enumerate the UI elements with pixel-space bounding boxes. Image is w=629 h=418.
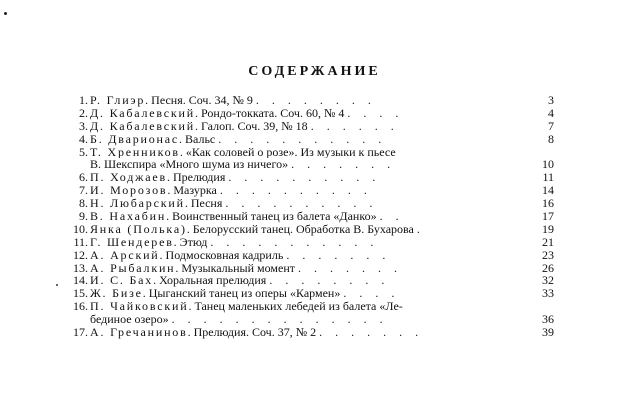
entry-author: Б. Дварионас (90, 132, 180, 146)
page-number: 10 (542, 157, 554, 172)
toc-entry (72, 236, 554, 249)
dot-leader: . . (379, 210, 404, 223)
page-number: 7 (548, 118, 554, 133)
page-number: 11 (542, 170, 554, 185)
page-number: 21 (542, 234, 554, 249)
dot-leader: . . . . . . . (286, 248, 391, 262)
entry-text (90, 300, 403, 313)
page-number: 23 (542, 247, 554, 262)
entry-title: . Вальс (179, 132, 216, 146)
dot-leader: . . . . . . . . (255, 94, 376, 107)
entry-text (90, 133, 386, 146)
entry-title: . Прелюдия (166, 171, 226, 185)
entry-text (90, 236, 378, 249)
entry-text (90, 274, 389, 287)
entry-text (90, 184, 372, 197)
dot-leader: . . . . . . . . . . . (210, 235, 379, 249)
entry-title: . Хоральная прелюдия (153, 274, 267, 288)
stray-mark (56, 284, 58, 286)
entry-author: П. Ходжаев (90, 171, 167, 185)
entry-text (90, 210, 404, 223)
entry-title: . Этюд (173, 235, 208, 249)
dot-leader: . . . . . . . . . . . . . . (171, 313, 388, 327)
toc-entry (72, 287, 554, 300)
entry-text (90, 326, 423, 339)
entry-title: . Воинственный танец из балета «Данко» (166, 210, 377, 223)
entry-author: И. С. Бах (90, 274, 154, 288)
page-number: 19 (542, 221, 554, 236)
entry-text (90, 287, 399, 300)
entry-title: . Подмосковная кадриль (159, 248, 284, 262)
toc-entry (72, 210, 554, 223)
page-number: 8 (548, 131, 554, 146)
dot-leader: . . . . . . . . . . (228, 171, 381, 185)
entry-text (90, 171, 380, 184)
entry-text (90, 146, 396, 159)
dot-leader: . . . . . . . (319, 326, 424, 339)
entry-text (90, 120, 399, 133)
entry-number: 1. (79, 93, 88, 107)
entry-author: А. Арский (90, 248, 160, 262)
entry-title: . Танец маленьких лебедей из балета «Ле- (188, 300, 403, 314)
toc-entry (72, 94, 554, 107)
entry-number: 5. (79, 144, 88, 159)
page-number: 36 (542, 312, 554, 327)
toc-entry (72, 249, 554, 262)
entry-number: 17. (73, 325, 88, 340)
entry-title: . «Как соловей о розе». Из музыки к пьесе (179, 145, 396, 159)
entry-title: . Цыганский танец из оперы «Кармен» (142, 287, 341, 301)
page-number: 16 (542, 196, 554, 211)
dot-leader: . (416, 222, 425, 236)
toc-entry (72, 133, 554, 146)
dot-leader: . . . . . . . . (269, 274, 390, 288)
entry-text (90, 94, 376, 107)
page-number: 3 (548, 93, 554, 107)
toc-entry (72, 171, 554, 184)
entry-title: . Мазурка (167, 184, 217, 198)
page-number: 33 (542, 286, 554, 301)
page-number: 26 (542, 260, 554, 275)
entry-number: 8. (79, 196, 88, 211)
entry-title: В. Шекспира «Много шума из ничего» (90, 158, 289, 172)
entry-number: 11. (73, 234, 88, 249)
page-number: 14 (542, 183, 554, 198)
entry-number: 6. (79, 170, 88, 185)
entry-text (90, 313, 388, 326)
dot-leader: . . . . . . (310, 119, 399, 133)
entry-text (90, 223, 425, 236)
entry-author: Р. Глиэр (90, 94, 146, 107)
page-number: 4 (548, 105, 554, 120)
entry-title: . Песня (184, 197, 223, 211)
entry-author: Г. Шендерев (90, 235, 174, 249)
entry-number: 2. (79, 105, 88, 120)
page-number: 17 (542, 209, 554, 224)
page-number: 32 (542, 273, 554, 288)
entry-text (90, 197, 377, 210)
entry-author: Н. Любарский (90, 197, 185, 211)
entry-author: Д. Кабалевский (90, 106, 196, 120)
entry-number: 14. (73, 273, 88, 288)
entry-text (90, 249, 390, 262)
dot-leader: . . . . (347, 106, 404, 120)
entry-author: Т. Хренников (90, 145, 180, 159)
entry-text (90, 262, 402, 275)
entry-number: 4. (79, 131, 88, 146)
entry-number: 15. (73, 286, 88, 301)
dot-leader: . . . . (343, 287, 400, 301)
entry-number: 13. (73, 260, 88, 275)
toc-entry (72, 158, 554, 171)
entry-number: 12. (73, 247, 88, 262)
entry-author: Ж. Бизе (90, 287, 143, 301)
entry-author: И. Морозов (90, 184, 168, 198)
entry-number: 7. (79, 183, 88, 198)
toc-entry (72, 197, 554, 210)
entry-title: бединое озеро» (90, 313, 169, 327)
dot-leader: . . . . . . . . . . (225, 197, 378, 211)
toc-entry (72, 274, 554, 287)
entry-author: П. Чайковский (90, 300, 189, 314)
entry-text (90, 107, 403, 120)
stray-mark (4, 12, 7, 15)
table-of-contents (72, 94, 554, 339)
entry-title: . Рондо-токката. Соч. 60, № 4 (195, 106, 345, 120)
dot-leader: . . . . . . . . . . (219, 184, 372, 198)
entry-title: . Песня. Соч. 34, № 9 (145, 94, 253, 107)
toc-entry (72, 120, 554, 133)
entry-title: . Прелюдия. Соч. 37, № 2 (187, 326, 317, 339)
entry-number: 3. (79, 118, 88, 133)
entry-number: 16. (73, 299, 88, 314)
entry-author: В. Нахабин (90, 210, 167, 223)
toc-entry (72, 313, 554, 326)
toc-entry (72, 107, 554, 120)
toc-entry (72, 300, 554, 313)
entry-author: Д. Кабалевский (90, 119, 196, 133)
dot-leader: . . . . . . . . . . . (218, 132, 387, 146)
entry-title: . Галоп. Соч. 39, № 18 (195, 119, 308, 133)
entry-text (90, 158, 395, 171)
page-title: СОДЕРЖАНИЕ (248, 64, 381, 79)
entry-title: . Музыкальный момент (175, 261, 295, 275)
entry-author: А. Рыбалкин (90, 261, 176, 275)
entry-title: . Белорусский танец. Обработка В. Бухарова (186, 222, 414, 236)
toc-entry (72, 223, 554, 236)
dot-leader: . . . . . . . (297, 261, 402, 275)
entry-author: Янка (Полька) (90, 222, 187, 236)
entry-number: 9. (79, 209, 88, 224)
toc-entry (72, 326, 554, 339)
entry-number: 10. (73, 221, 88, 236)
page-number: 39 (542, 325, 554, 340)
toc-entry (72, 146, 554, 159)
dot-leader: . . . . . . . (291, 158, 396, 172)
entry-author: А. Гречанинов (90, 326, 188, 339)
toc-entry (72, 184, 554, 197)
toc-entry (72, 262, 554, 275)
